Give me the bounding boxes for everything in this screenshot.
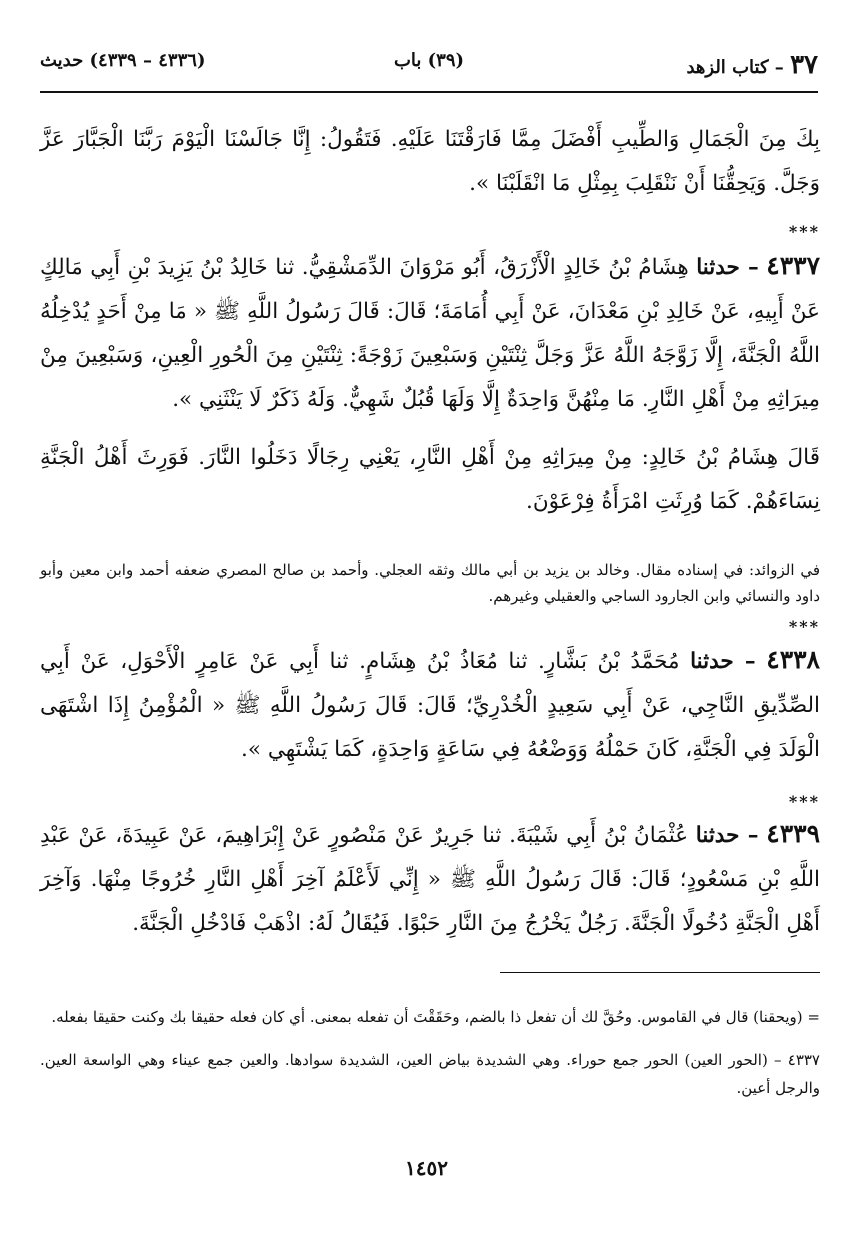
hadith-4338 xyxy=(40,638,820,772)
bab-heading: (٣٩) باب xyxy=(393,50,465,71)
separator-stars: *** xyxy=(788,792,820,811)
hadith-4337-text xyxy=(40,244,820,422)
zawaid-note: في الزوائد: في إسناده مقال. وخالد بن يزيد بن أبي مالك وثقه العجلي. وأحمد بن صالح المصري ضعفه أحمد وابن معين وأبو داود والنسائي وابن الجارود الساجي والعقيلي وغيرهم. xyxy=(40,561,820,605)
hadith-body: هِشَامُ بْنُ خَالِدٍ الْأَزْرَقُ، أَبُو مَرْوَانَ الدِّمَشْقِيُّ. ثنا خَالِدُ بْنُ يَزِيدَ بْنِ أَبِي مَالِكٍ عَنْ أَبِيهِ، عَنْ خَالِدِ بْنِ مَعْدَانَ، عَنْ أَبِي أُمَامَةَ؛ قَالَ: قَالَ رَسُولُ اللَّهِ ﷺ « مَا مِنْ أَحَدٍ يُدْخِلُهُ اللَّهُ الْجَنَّةَ، إِلَّا زَوَّجَهُ اللَّهُ عَزَّ وَجَلَّ ثِنْتَيْنِ وَسَبْعِينَ زَوْجَةً: ثِنْتَيْنِ مِنَ الْحُورِ الْعِينِ، وَسَبْعِينَ مِنْ مِيرَاثِهِ مِنْ أَهْلِ النَّارِ. مَا مِنْهُنَّ وَاحِدَةٌ إِلَّا وَلَهَا قُبُلٌ شَهِيٌّ. وَلَهُ ذَكَرٌ لَا يَنْثَنِي ». xyxy=(40,255,820,412)
intro-paragraph-block xyxy=(40,118,820,206)
hadith-4339-text xyxy=(40,812,820,946)
hadith-number: ٤٣٣٧ xyxy=(766,251,820,280)
zawaid-block xyxy=(40,542,820,624)
haddathana-label: – حدثنا xyxy=(695,823,759,848)
intro-paragraph: بِكَ مِنَ الْجَمَالِ وَالطِّيبِ أَفْضَلَ مِمَّا فَارَقْتَنَا عَلَيْهِ. فَتَقُولُ: إِنَّا جَالَسْنَا الْيَوْمَ رَبَّنَا الْجَبَّارَ عَزَّ وَجَلَّ. وَيَحِقُّنَا أَنْ نَنْقَلِبَ بِمِثْلِ مَا انْقَلَبْنَا ». xyxy=(40,127,820,196)
separator-stars: *** xyxy=(788,617,820,636)
hadith-4337 xyxy=(40,244,820,422)
haddathana-label: – حدثنا xyxy=(696,255,759,280)
hadith-4338-text xyxy=(40,638,820,772)
hadith-number: ٤٣٣٩ xyxy=(766,819,820,848)
footnote-1: = (ويحقنا) قال في القاموس. وحُقَّ لك أن تفعل ذا بالضم، وحَقَقْتَ أن تفعله بمعنى. أي كان فعله حقيقا بك وكنت حقيقا بفعله. xyxy=(51,1008,820,1026)
chapter-title: – كتاب الزهد xyxy=(686,57,784,78)
hadith-4337-note: قَالَ هِشَامُ بْنُ خَالِدٍ: مِنْ مِيرَاثِهِ مِنْ أَهْلِ النَّارِ، يَعْنِي رِجَالًا دَخَلُوا النَّارَ. فَوَرِثَ أَهْلُ الْجَنَّةِ نِسَاءَهُمْ. كَمَا وُرِثَتِ امْرَأَةُ فِرْعَوْنَ. xyxy=(40,445,820,514)
chapter-number: ٣٧ xyxy=(790,50,818,80)
page-number: ١٤٥٢ xyxy=(405,1156,448,1180)
chapter-heading xyxy=(686,50,818,80)
header-rule xyxy=(40,91,818,93)
hadith-4337-note-block xyxy=(40,436,820,524)
hadith-number: ٤٣٣٨ xyxy=(766,645,820,674)
footnote-2: ٤٣٣٧ – (الحور العين) الحور جمع حوراء. وهي الشديدة بياض العين، الشديدة سوادها. والعين جمع عيناء وهي الواسعة العين. والرجل أعين. xyxy=(40,1051,820,1097)
hadith-4339 xyxy=(40,812,820,946)
footnote-rule xyxy=(500,972,820,973)
haddathana-label: – حدثنا xyxy=(690,649,756,674)
separator-stars: *** xyxy=(788,222,820,241)
running-header xyxy=(40,50,818,95)
hadith-range: (٤٣٣٦ – ٤٣٣٩) حديث xyxy=(40,50,206,71)
hadith-body: مُحَمَّدُ بْنُ بَشَّارٍ. ثنا مُعَاذُ بْنُ هِشَامٍ. ثنا أَبِي عَنْ عَامِرٍ الْأَحْوَلِ، عَنْ أَبِي الصِّدِّيقِ النَّاجِي، عَنْ أَبِي سَعِيدٍ الْخُدْرِيِّ؛ قَالَ: قَالَ رَسُولُ اللَّهِ ﷺ « الْمُؤْمِنُ إِذَا اشْتَهَى الْوَلَدَ فِي الْجَنَّةِ، كَانَ حَمْلُهُ وَوَضْعُهُ فِي سَاعَةٍ وَاحِدَةٍ، كَمَا يَشْتَهِي ». xyxy=(40,649,820,762)
hadith-body: عُثْمَانُ بْنُ أَبِي شَيْبَةَ. ثنا جَرِيرٌ عَنْ مَنْصُورٍ عَنْ إِبْرَاهِيمَ، عَنْ عَبِيدَةَ، عَنْ عَبْدِ اللَّهِ بْنِ مَسْعُودٍ؛ قَالَ: قَالَ رَسُولُ اللَّهِ ﷺ « إِنِّي لَأَعْلَمُ آخِرَ أَهْلِ النَّارِ خُرُوجًا مِنْهَا. وَآخِرَ أَهْلِ الْجَنَّةِ دُخُولًا الْجَنَّةَ. رَجُلٌ يَخْرُجُ مِنَ النَّارِ حَبْوًا. فَيُقَالُ لَهُ: اذْهَبْ فَادْخُلِ الْجَنَّةَ. xyxy=(40,823,820,936)
footnotes xyxy=(40,988,820,1117)
